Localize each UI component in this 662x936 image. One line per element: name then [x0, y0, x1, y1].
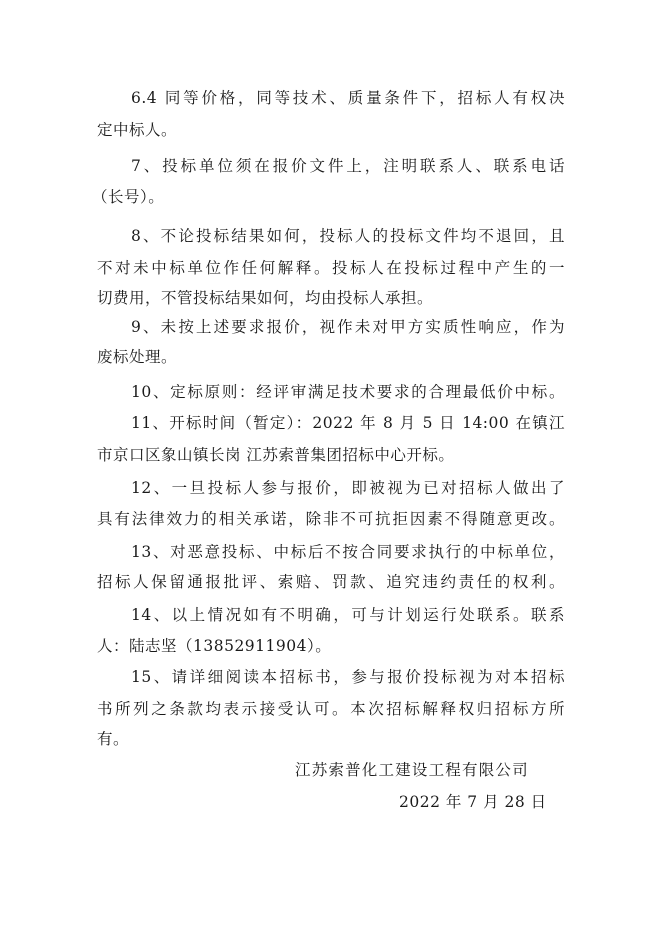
paragraph-11-line-1: 11、开标时间（暂定）：2022 年 8 月 5 日 14:00 在镇江 [131, 414, 565, 432]
paragraph-9-line-2: 废标处理。 [97, 348, 178, 366]
paragraph-8-line-1: 8、不论投标结果如何，投标人的投标文件均不退回，且 [131, 227, 565, 245]
paragraph-14-line-2: 人：陆志坚（13852911904）。 [97, 637, 332, 655]
paragraph-7-line-1: 7、投标单位须在报价文件上，注明联系人、联系电话 [131, 157, 565, 175]
paragraph-9-line-1: 9、未按上述要求报价，视作未对甲方实质性响应，作为 [131, 318, 565, 336]
paragraph-8-line-3: 切费用，不管投标结果如何，均由投标人承担。 [97, 289, 434, 307]
paragraph-7-line-2: （长号）。 [92, 188, 165, 206]
paragraph-6-4-line-2: 定中标人。 [97, 121, 178, 139]
paragraph-14-line-1: 14、以上情况如有不明确，可与计划运行处联系。联系 [131, 606, 565, 624]
paragraph-15-line-2: 书所列之条款均表示接受认可。本次招标解释权归招标方所 [97, 700, 565, 718]
signature-date: 2022 年 7 月 28 日 [399, 793, 547, 811]
paragraph-12-line-1: 12、一旦投标人参与报价，即被视为已对招标人做出了 [131, 479, 565, 497]
paragraph-12-line-2: 具有法律效力的相关承诺，除非不可抗拒因素不得随意更改。 [97, 510, 565, 528]
signature-company: 江苏索普化工建设工程有限公司 [295, 761, 529, 779]
paragraph-13-line-1: 13、对恶意投标、中标后不按合同要求执行的中标单位， [131, 543, 565, 561]
paragraph-10-line-1: 10、定标原则：经评审满足技术要求的合理最低价中标。 [131, 383, 565, 401]
paragraph-11-line-2: 市京口区象山镇长岗 江苏索普集团招标中心开标。 [97, 446, 455, 464]
paragraph-8-line-2: 不对未中标单位作任何解释。投标人在投标过程中产生的一 [97, 259, 565, 277]
paragraph-15-line-1: 15、请详细阅读本招标书，参与报价投标视为对本招标 [131, 668, 565, 686]
paragraph-13-line-2: 招标人保留通报批评、索赔、罚款、追究违约责任的权利。 [97, 573, 565, 591]
paragraph-6-4-line-1: 6.4 同等价格，同等技术、质量条件下，招标人有权决 [131, 89, 565, 107]
paragraph-15-line-3: 有。 [97, 730, 130, 748]
